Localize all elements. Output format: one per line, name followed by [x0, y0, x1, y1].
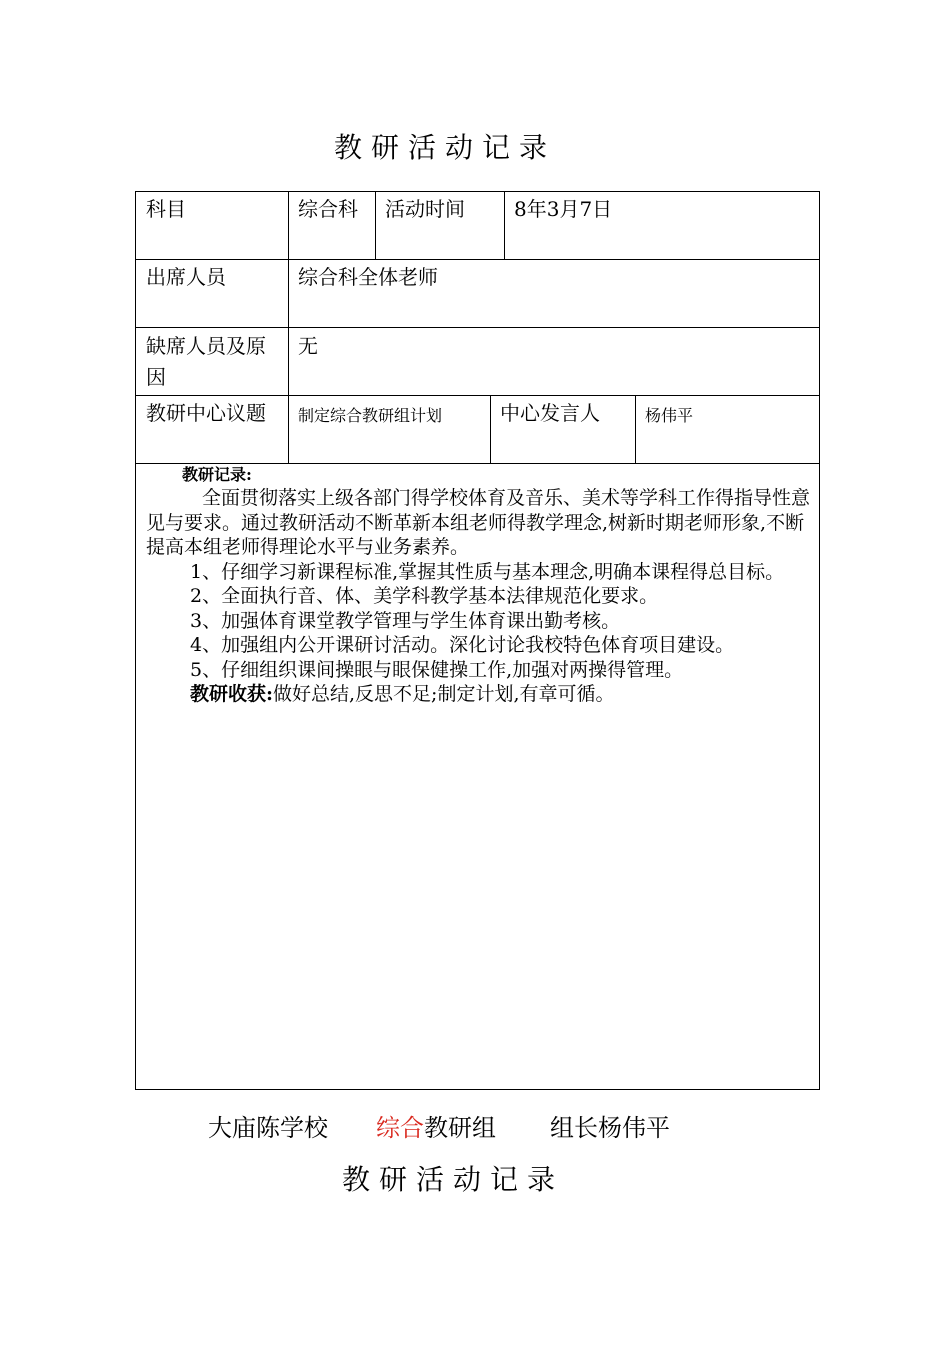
subject-label: 科目: [146, 197, 186, 221]
row-divider: [136, 327, 819, 328]
record-item: 4、加强组内公开课研讨活动。深化讨论我校特色体育项目建设。: [190, 634, 735, 656]
subject-value: 综合科: [298, 197, 358, 221]
footer-leader: 组长杨伟平: [550, 1114, 670, 1142]
col-divider: [490, 395, 491, 463]
record-item: 1、仔细学习新课程标准,掌握其性质与基本理念,明确本课程得总目标。: [190, 560, 785, 583]
record-item: 5、仔细组织课间操眼与眼保健操工作,加强对两操得管理。: [190, 658, 684, 681]
gain-text: 做好总结,反思不足;制定计划,有章可循。: [273, 683, 615, 705]
col-divider: [375, 191, 376, 259]
time-value: 8年3月7日: [514, 197, 613, 221]
gain-label: 教研收获:: [190, 683, 274, 705]
footer-school: 大庙陈学校: [208, 1114, 328, 1142]
attendees-value: 综合科全体老师: [298, 265, 438, 289]
record-item: 3、加强体育课堂教学管理与学生体育课出勤考核。: [190, 609, 621, 632]
attendees-label: 出席人员: [146, 265, 226, 289]
record-heading: 教研记录:: [182, 465, 252, 484]
topic-label: 教研中心议题: [146, 401, 266, 425]
col-divider: [288, 191, 289, 463]
group-rest: 教研组: [424, 1114, 496, 1142]
absent-value: 无: [298, 334, 318, 358]
record-item: 2、全面执行音、体、美学科教学基本法律规范化要求。: [190, 585, 659, 607]
speaker-label: 中心发言人: [500, 401, 600, 425]
record-body: [146, 464, 811, 707]
row-divider: [136, 259, 819, 260]
absent-label: 缺席人员及原因: [146, 334, 266, 389]
speaker-value: 杨伟平: [645, 406, 694, 425]
col-divider: [504, 191, 505, 259]
row-divider: [136, 395, 819, 396]
col-divider: [635, 395, 636, 463]
record-gain: [146, 682, 811, 707]
record-intro: 全面贯彻落实上级各部门得学校体育及音乐、美术等学科工作得指导性意见与要求。通过教研活动不断革新本组老师得教学理念,树新时期老师形象,不断提高本组老师得理论水平与业务素养。: [146, 487, 811, 558]
group-highlight: 综合: [376, 1114, 424, 1142]
page-title: 教研活动记录: [333, 131, 556, 164]
footer-group: [376, 1108, 496, 1143]
topic-value: 制定综合教研组计划: [298, 406, 443, 425]
time-label: 活动时间: [385, 197, 465, 221]
page-title-repeat: 教研活动记录: [341, 1163, 564, 1196]
